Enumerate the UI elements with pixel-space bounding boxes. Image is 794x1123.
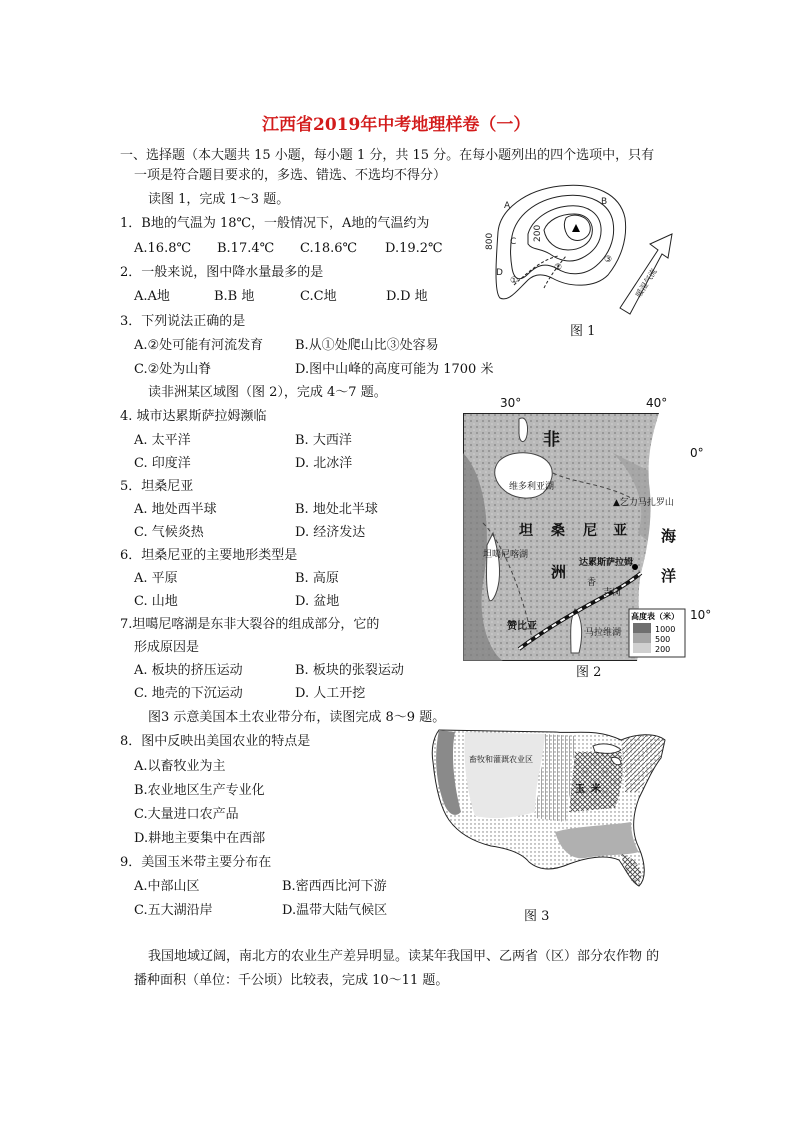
q9-option-c: C.五大湖沿岸 — [134, 903, 213, 918]
q3-option-d: D.图中山峰的高度可能为 1700 米 — [295, 362, 494, 377]
fig2-legend-200: 200 — [655, 645, 671, 654]
fig1-label-200: 200 — [533, 224, 543, 242]
q4-stem: 4. 城市达累斯萨拉姆濒临 — [120, 409, 267, 424]
peak-marker-icon — [572, 224, 580, 232]
q2-option-c: C.C地 — [300, 289, 337, 304]
fig2-tanzania-4: 亚 — [613, 523, 627, 539]
q3-option-a: A.②处可能有河流发育 — [134, 338, 264, 353]
q9-option-b: B.密西西比河下游 — [282, 879, 387, 894]
fig1-label-wind: 暖湿气流 — [634, 267, 659, 300]
q7-stem-line1: 7.坦噶尼喀湖是东非大裂谷的组成部分，它的 — [120, 617, 380, 632]
intro-fig2: 读非洲某区域图（图 2），完成 4～7 题。 — [148, 385, 387, 400]
q2-stem: 2．一般来说，图中降水量最多的是 — [120, 265, 324, 280]
q6-option-b: B. 高原 — [295, 571, 339, 586]
fig2-lat10: 10° — [690, 608, 712, 622]
fig2-malawi: 马拉维湖 — [585, 628, 622, 638]
q8-option-a: A.以畜牧业为主 — [134, 759, 226, 774]
fig2-hai: 海 — [661, 527, 677, 545]
figure-3-usa-agriculture-map — [425, 722, 671, 890]
fig2-mark-2: 吉岗 — [603, 588, 622, 598]
q4-option-b: B. 大西洋 — [295, 433, 352, 448]
q6-option-a: A. 平原 — [134, 571, 178, 586]
fig1-label-p1: ① — [510, 276, 519, 286]
q2-option-d: D.D 地 — [386, 289, 428, 304]
q3-option-b: B.从①处爬山比③处容易 — [295, 338, 439, 353]
fig2-zhou: 洲 — [551, 563, 567, 581]
fig2-legend — [629, 609, 685, 657]
fig2-mark-1: 香 — [587, 578, 597, 588]
q7-option-d: D. 人工开挖 — [295, 686, 366, 701]
fig2-lon40: 40° — [646, 396, 668, 410]
q3-stem: 3．下列说法正确的是 — [120, 314, 246, 329]
fig2-tanzania-2: 桑 — [551, 523, 565, 539]
q9-option-a: A.中部山区 — [134, 879, 200, 894]
fig2-tanzania-3: 尼 — [583, 523, 597, 539]
fig1-label-800: 800 — [485, 232, 495, 250]
page-title: 江西省2019年中考地理样卷（一） — [262, 115, 531, 135]
q8-option-d: D.耕地主要集中在西部 — [134, 831, 266, 846]
fig2-dar-es-salaam: 达累斯萨拉姆 — [579, 558, 634, 568]
q5-option-b: B. 地处北半球 — [295, 502, 378, 517]
section-header-line1: 一、选择题（本大题共 15 小题，每小题 1 分，共 15 分。在每小题列出的四个选项中，只有 — [120, 148, 655, 163]
contour-200 — [544, 214, 592, 250]
q7-option-c: C. 地壳的下沉运动 — [134, 686, 243, 701]
q9-option-d: D.温带大陆气候区 — [282, 903, 388, 918]
q4-option-d: D. 北冰洋 — [295, 456, 353, 471]
q1-option-d: D.19.2℃ — [385, 241, 443, 256]
figure-2-africa-map — [463, 413, 689, 661]
q8-stem: 8．图中反映出美国农业的特点是 — [120, 734, 311, 749]
section-header-line2: 一项是符合题目要求的，多选、错选、不选均不得分） — [134, 168, 447, 183]
fig1-label-d: D — [496, 268, 503, 278]
q5-option-a: A. 地处西半球 — [134, 502, 217, 517]
q6-option-c: C. 山地 — [134, 594, 178, 609]
fig2-tanzania-1: 坦 — [519, 523, 533, 539]
q8-option-c: C.大量进口农产品 — [134, 807, 239, 822]
q6-option-d: D. 盆地 — [295, 594, 340, 609]
fig2-legend-500: 500 — [655, 635, 671, 644]
intro-q10-line1: 我国地域辽阔，南北方的农业生产差异明显。读某年我国甲、乙两省（区）部分农作物 的 — [148, 949, 660, 964]
fig1-label-p2: ② — [554, 263, 563, 273]
fig2-lake-tanganyika: 坦噶尼喀湖 — [483, 550, 529, 560]
q7-option-a: A. 板块的挤压运动 — [134, 663, 243, 678]
q1-stem: 1．B地的气温为 18℃，一般情况下，A地的气温约为 — [120, 216, 430, 231]
q1-option-b: B.17.4℃ — [217, 241, 275, 256]
q4-option-a: A. 太平洋 — [134, 433, 191, 448]
fig2-fei: 非 — [543, 430, 560, 450]
intro-q10-line2: 播种面积（单位：千公顷）比较表，完成 10～11 题。 — [134, 973, 449, 988]
figure-1-caption: 图 1 — [570, 324, 596, 339]
fig1-label-p3: ③ — [604, 255, 613, 265]
q7-stem-line2: 形成原因是 — [134, 640, 200, 655]
q3-option-c: C.②处为山脊 — [134, 362, 212, 377]
fig3-mark-1: 玉 — [575, 784, 585, 795]
fig2-kilimanjaro: ▲乞力马扎罗山 — [613, 498, 674, 508]
intro-fig3: 图3 示意美国本土农业带分布，读图完成 8～9 题。 — [148, 710, 446, 725]
q5-stem: 5．坦桑尼亚 — [120, 479, 194, 494]
intro-fig1: 读图 1，完成 1～3 题。 — [148, 192, 290, 207]
q1-option-a: A.16.8℃ — [134, 241, 192, 256]
fig2-legend-title: 高度表（米） — [631, 612, 679, 621]
q2-option-a: A.A地 — [134, 289, 170, 304]
figure-2-caption: 图 2 — [576, 665, 602, 680]
q7-option-b: B. 板块的张裂运动 — [295, 663, 404, 678]
q5-option-d: D. 经济发达 — [295, 525, 366, 540]
fig2-lake-victoria: 维多利亚湖 — [509, 482, 555, 492]
q9-stem: 9．美国玉米带主要分布在 — [120, 855, 272, 870]
q6-stem: 6．坦桑尼亚的主要地形类型是 — [120, 548, 298, 563]
fig2-lon30: 30° — [500, 396, 522, 410]
q1-option-c: C.18.6℃ — [300, 241, 358, 256]
q2-option-b: B.B 地 — [214, 289, 255, 304]
fig1-label-a: A — [504, 201, 511, 211]
fig2-yang: 洋 — [661, 567, 677, 585]
fig2-zambia: 赞比亚 — [507, 621, 537, 632]
fig2-legend-1000: 1000 — [655, 625, 676, 634]
figure-1-contour-map — [470, 180, 680, 320]
fig3-ranch-label: 畜牧和灌溉农业区 — [469, 755, 533, 764]
fig3-mark-2: 米 — [591, 784, 601, 795]
fig2-lat0: 0° — [690, 446, 704, 460]
fig1-label-c: C — [510, 237, 517, 247]
q8-option-b: B.农业地区生产专业化 — [134, 783, 265, 798]
figure-3-caption: 图 3 — [524, 909, 550, 924]
q5-option-c: C. 气候炎热 — [134, 525, 204, 540]
fig1-label-b: B — [601, 197, 608, 207]
q4-option-c: C. 印度洋 — [134, 456, 191, 471]
